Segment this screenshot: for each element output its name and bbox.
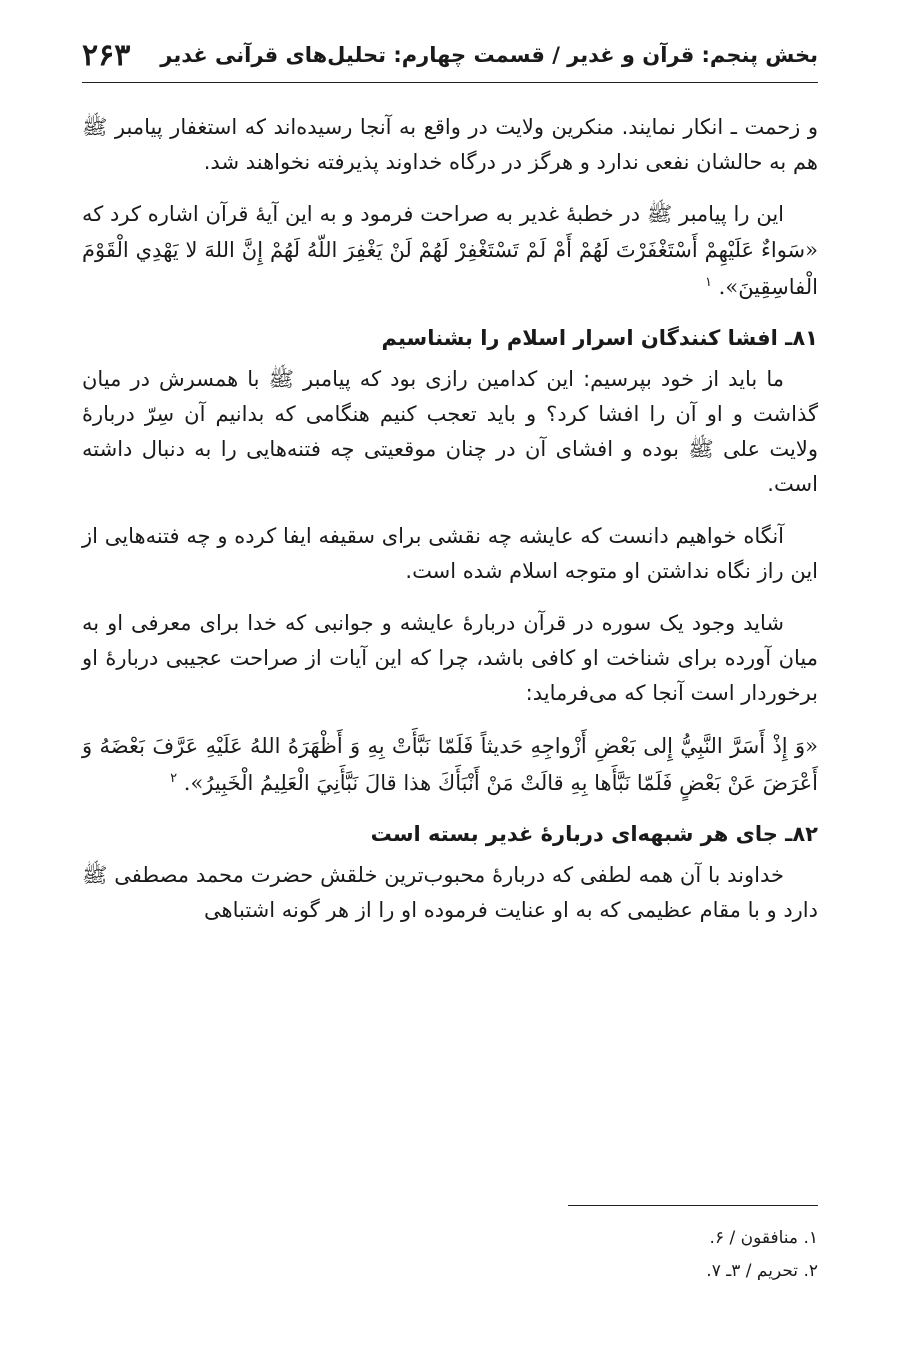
paragraph-intro: این را پیامبر ﷺ در خطبۀ غدیر به صراحت فرمود و به این آیۀ قرآن اشاره کرد که [82,202,784,226]
running-head-title: بخش پنجم: قرآن و غدیر / قسمت چهارم: تحلیل‌های قرآنی غدیر [160,43,818,67]
header-divider [82,82,818,83]
paragraph: آنگاه خواهیم دانست که عایشه چه نقشی برای سقیفه ایفا کرده و چه فتنه‌هایی از این راز نگاه نداشتن او متوجه اسلام شده است. [82,524,818,583]
footnote: ۲. تحریم / ۳ـ ۷. [706,1261,818,1281]
paragraph: ما باید از خود بپرسیم: این کدامین رازی بود که پیامبر ﷺ با همسرش در میان گذاشت و او آن را افشا کرد؟ و باید تعجب کنیم هنگامی که بدانیم آن سِرّ دربارۀ ولایت علی ﷺ بوده و افشای آن در چنان موقعیتی چه فتنه‌هایی را به دنبال داشته است. [82,367,818,496]
paragraph: خداوند با آن همه لطفی که دربارۀ محبوب‌ترین خلقش حضرت محمد مصطفی ﷺ دارد و با مقام عظیمی که به او عنایت فرموده او را از هر گونه اشتباهی [82,863,818,922]
paragraph [82,197,818,306]
footnote: ۱. منافقون / ۶. [709,1228,818,1248]
page-body [82,110,818,928]
section-heading-82: ۸۲ـ جای هر شبهه‌ای دربارۀ غدیر بسته است [370,822,818,846]
paragraph: شاید وجود یک سوره در قرآن دربارۀ عایشه و جوانبی که خدا برای معرفی او به میان آورده برای شناخت او کافی باشد، چرا که این آیات از صراحت عجیبی دربارۀ او برخوردار است آنجا که می‌فرماید: [82,611,818,705]
paragraph: و زحمت ـ انکار نمایند. منکرین ولایت در واقع به آنجا رسیده‌اند که استغفار پیامبر ﷺ هم به حالشان نفعی ندارد و هرگز در درگاه خداوند پذیرفته نخواهند شد. [82,115,818,174]
quran-verse: «وَ إِذْ أَسَرَّ النَّبِيُّ إِلى بَعْضِ أَزْواجِهِ حَديثاً فَلَمّا نَبَّأَتْ بِهِ وَ أَظْهَرَهُ اللهُ عَلَيْهِ عَرَّفَ بَعْضَهُ وَ أَعْرَضَ عَنْ بَعْضٍ فَلَمّا نَبَّأَها بِهِ قالَتْ مَنْ أَنْبَأَكَ هذا قالَ نَبَّأَنِيَ الْعَلِيمُ الْخَبِيرُ». [82,734,818,795]
footnotes [82,1222,818,1288]
quran-verse: «سَواءٌ عَلَيْهِمْ أَسْتَغْفَرْتَ لَهُمْ أَمْ لَمْ تَسْتَغْفِرْ لَهُمْ لَنْ يَغْفِرَ اللّهُ لَهُمْ إِنَّ اللهَ لا يَهْدِي الْقَوْمَ الْفاسِقِينَ». [82,238,818,299]
running-head [82,30,818,80]
footnote-marker: ۲ [170,771,178,786]
footnote-divider [568,1205,818,1206]
page-number: ۲۶۳ [82,37,131,73]
quran-verse-block [82,728,818,802]
section-heading-81: ۸۱ـ افشا کنندگان اسرار اسلام را بشناسیم [381,326,818,350]
footnote-marker: ۱ [705,275,712,290]
